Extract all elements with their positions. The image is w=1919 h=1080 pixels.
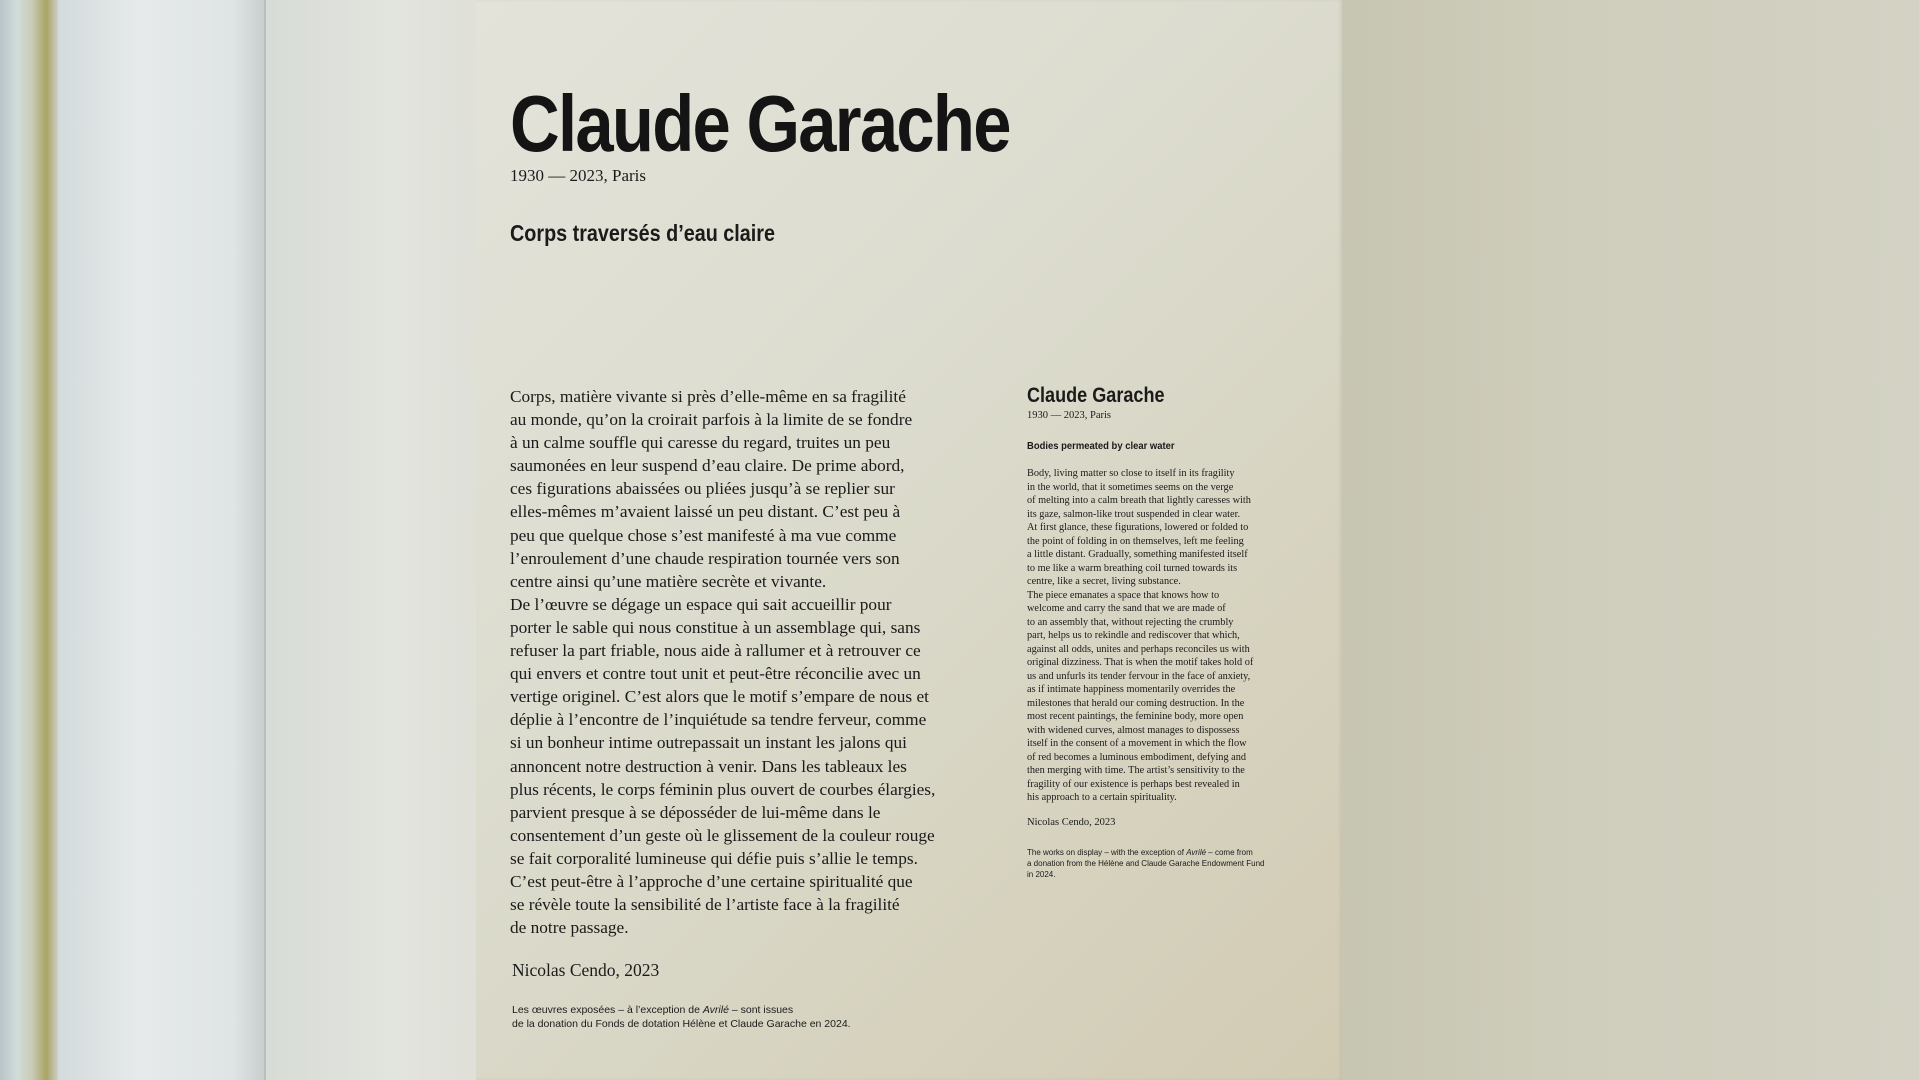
text-line: se fait corporalité lumineuse qui défie puis s’allie le temps. [510,848,918,868]
wall-right [1342,0,1919,1080]
text-line: original dizziness. That is when the motif takes hold of [1027,657,1254,668]
text-line: At first glance, these figurations, lowered or folded to [1027,522,1249,533]
text-line: a little distant. Gradually, something manifested itself [1027,549,1248,560]
text-line: consentement d’un geste où le glissement de la couleur rouge [510,825,935,845]
artist-dates: 1930 — 2023, Paris [510,166,646,185]
english-author: Nicolas Cendo, 2023 [1027,817,1116,828]
text-line: plus récents, le corps féminin plus ouvert de courbes élargies, [510,779,936,799]
text-line: refuser la part friable, nous aide à rallumer et à retrouver ce [510,641,921,661]
text-line: déplie à l’encontre de l’inquiétude sa tendre ferveur, comme [510,710,927,730]
text-line: the point of folding in on themselves, left me feeling [1027,535,1244,547]
text-line: peu que quelque chose s’est manifesté à ma vue comme [510,525,897,545]
text-line: The piece emanates a space that knows how to [1027,589,1220,601]
text-line: annoncent notre destruction à venir. Dans les tableaux les [510,756,907,776]
text-line: parvient presque à se déposséder de lui-même dans le [510,802,881,822]
text-line: fragility of our existence is perhaps best revealed in [1027,778,1240,790]
text-line: to an assembly that, without rejecting the crumbly [1027,616,1234,628]
text-line: centre ainsi qu’une matière secrète et vivante. [510,571,827,591]
english-artist-title: Claude Garache [1027,384,1165,407]
english-text-body [1027,467,1327,805]
text-line: au monde, qu’on la croirait parfois à la limite de se fondre [510,410,913,430]
text-line: porter le sable qui nous constitue à un assemblage qui, sans [510,617,921,637]
text-line: of melting into a calm breath that lightly caresses with [1027,495,1251,506]
text-line: C’est peut-être à l’approche d’une certaine spiritualité que [510,871,913,891]
window-frame [58,0,266,1080]
text-line: as if intimate happiness momentarily overrides the [1027,684,1236,695]
text-line: à un calme souffle qui caresse du regard, truites un peu [510,433,891,453]
english-credit-line-2: a donation from the Hélène and Claude Garache Endowment Fund [1027,859,1265,868]
text-line: itself in the consent of a movement in which the flow [1027,738,1247,749]
text-line: Corps, matière vivante si près d’elle-même en sa fragilité [510,387,906,406]
artist-title: Claude Garache [510,79,1010,168]
text-line: l’enroulement d’une chaude respiration tournée vers son [510,548,900,568]
exhibition-text-panel [476,0,1342,1080]
text-line: welcome and carry the sand that we are made of [1027,603,1226,614]
text-line: centre, like a secret, living substance. [1027,576,1181,587]
text-line: ces figurations abaissées ou pliées jusqu’à se replier sur [510,479,895,499]
text-line: vertige originel. C’est alors que le motif s’empare de nous et [510,687,929,707]
text-line: elles-mêmes m’avaient laissé un peu distant. C’est peu à [510,502,901,522]
text-line: his approach to a certain spirituality. [1027,792,1177,803]
text-line: part, helps us to rekindle and rediscover that which, [1027,630,1240,641]
artwork-title: Avrilé [702,1004,729,1016]
text-line: Body, living matter so close to itself in its fragility [1027,468,1235,479]
text-line: milestones that herald our coming destruction. In the [1027,697,1245,709]
text-line: then merging with time. The artist’s sensitivity to the [1027,765,1245,776]
french-author: Nicolas Cendo, 2023 [512,960,660,980]
window-edge [0,0,58,1080]
text-line: in the world, that it sometimes seems on the verge [1027,481,1234,493]
french-text-body [510,385,1010,939]
text-line: De l’œuvre se dégage un espace qui sait accueillir pour [510,594,892,614]
english-credit-line-3: in 2024. [1027,870,1056,879]
wall-left [266,0,476,1080]
artwork-title: Avrilé [1186,848,1207,857]
text-line: of red becomes a luminous embodiment, defying and [1027,751,1247,763]
text-line: de notre passage. [510,918,629,938]
text-line: qui envers et contre tout unit et peut-être réconcilie avec un [510,664,921,684]
text-line: with widened curves, almost manages to dispossess [1027,724,1240,736]
english-credit-note [1027,847,1264,880]
exhibition-subtitle: Corps traversés d’eau claire [510,220,775,246]
text-line: to me like a warm breathing coil turned towards its [1027,562,1238,574]
text-line: se révèle toute la sensibilité de l’artiste face à la fragilité [510,895,900,915]
french-credit-note [512,1004,851,1031]
english-subtitle: Bodies permeated by clear water [1027,440,1175,452]
text-line: against all odds, unites and perhaps reconciles us with [1027,643,1250,655]
english-artist-dates: 1930 — 2023, Paris [1027,410,1111,421]
text-line: si un bonheur intime outrepassait un instant les jalons qui [510,733,907,753]
french-credit-line-2: de la donation du Fonds de dotation Hélène et Claude Garache en 2024. [512,1017,851,1030]
french-credit-line-1: Les œuvres exposées – à l’exception de Avrilé – sont issues [512,1004,794,1016]
english-credit-line-1: The works on display – with the exception of Avrilé – come from [1027,848,1253,857]
text-line: us and unfurls its tender fervour in the face of anxiety, [1027,670,1251,682]
text-line: saumonées en leur suspend d’eau claire. De prime abord, [510,456,905,476]
text-line: its gaze, salmon-like trout suspended in clear water. [1027,508,1241,520]
text-line: most recent paintings, the feminine body, more open [1027,711,1244,722]
